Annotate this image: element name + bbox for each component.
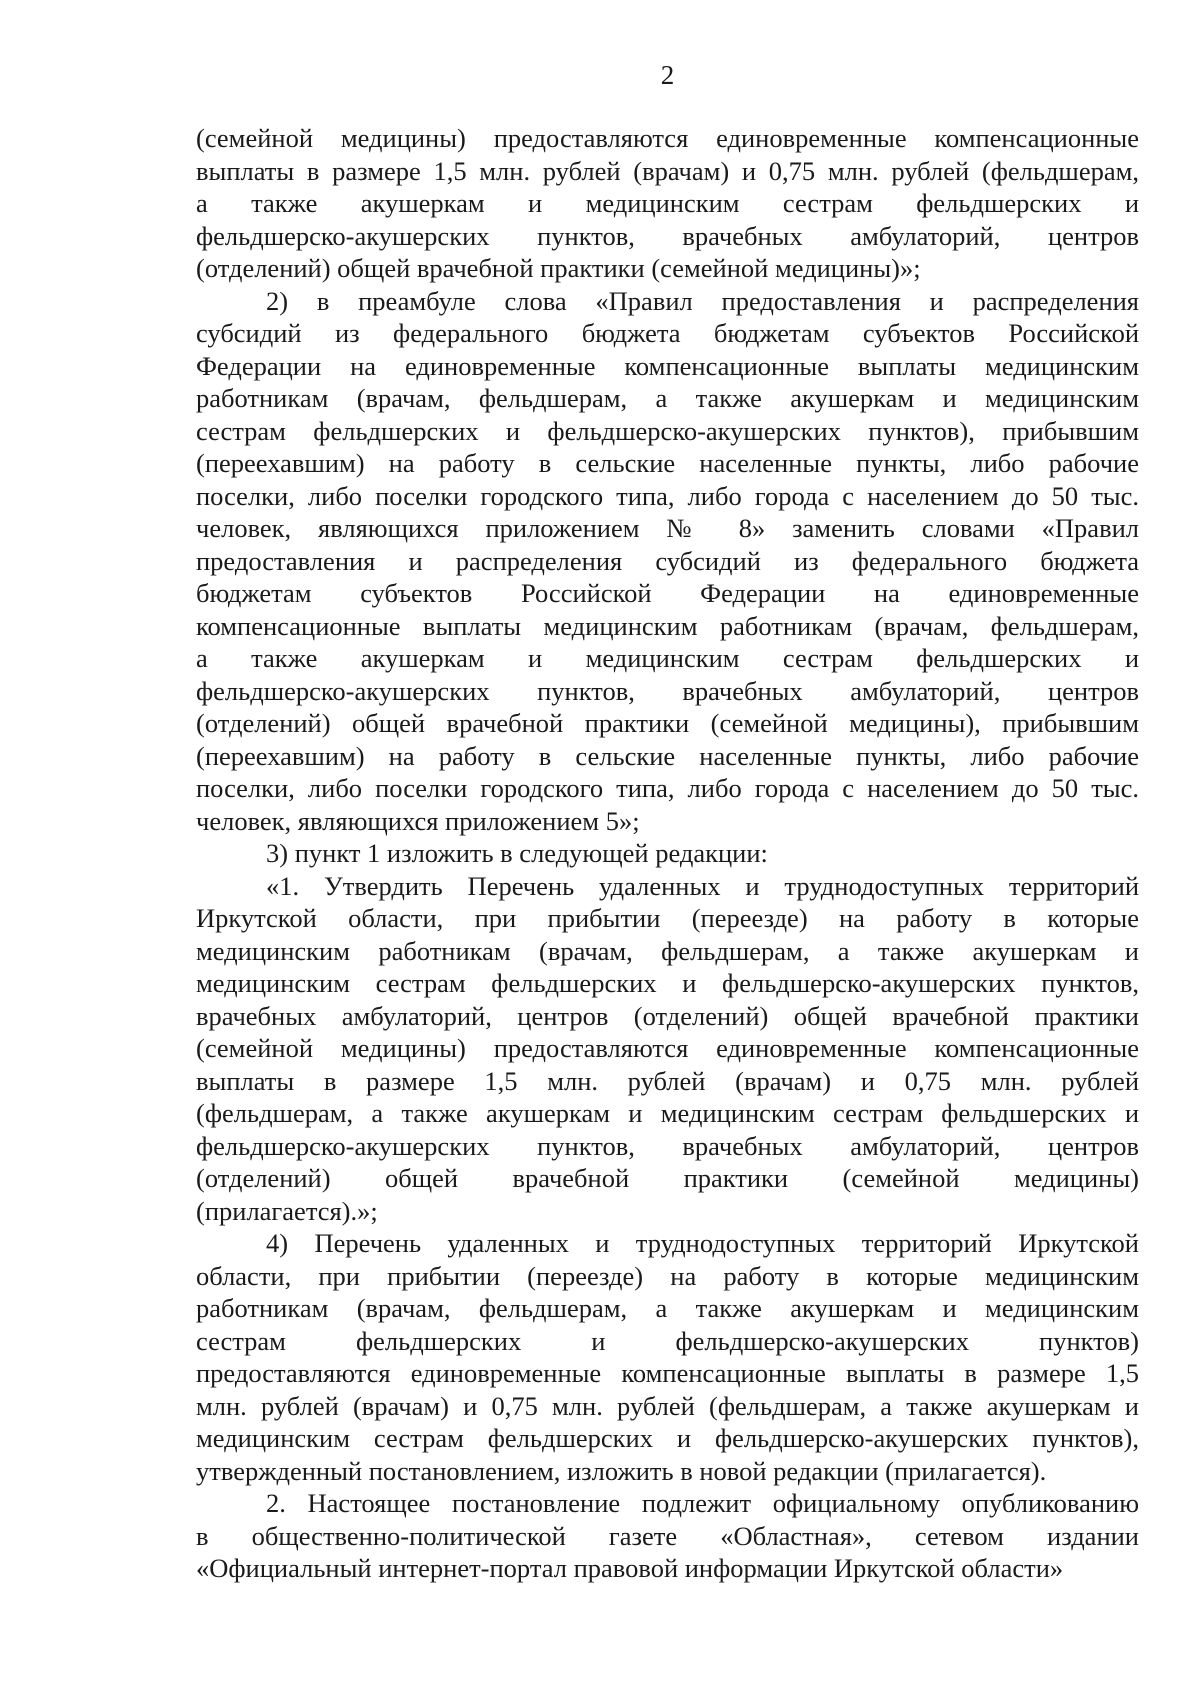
text-line: поселки, либо поселки городского типа, либо города с населением до 50 тыс. — [196, 773, 1139, 803]
document-body — [196, 122, 1139, 1585]
text-line: области, при прибытии (переезде) на работу в которые медицинским — [196, 1260, 1139, 1291]
text-line: «1. Утвердить Перечень удаленных и труднодоступных территорий — [266, 870, 1139, 901]
text-line: человек, являющихся приложением 5»; — [196, 805, 640, 836]
text-line: (переехавшим) на работу в сельские населенные пункты, либо рабочие — [196, 740, 1139, 771]
text-line: (отделений) общей врачебной практики (семейной медицины), прибывшим — [196, 708, 1139, 738]
text-line: (фельдшерам, а также акушеркам и медицинским сестрам фельдшерских и — [196, 1098, 1139, 1128]
text-line: утвержденный постановлением, изложить в новой редакции (прилагается). — [196, 1455, 1047, 1486]
paragraph — [196, 285, 1139, 838]
text-line: 2) в преамбуле слова «Правил предоставления и распределения — [266, 285, 1139, 316]
text-line: млн. рублей (врачам) и 0,75 млн. рублей (фельдшерам, а также акушеркам и — [196, 1390, 1139, 1421]
text-line: сестрам фельдшерских и фельдшерско-акушерских пунктов) — [196, 1325, 1139, 1356]
text-line: медицинским сестрам фельдшерских и фельдшерско-акушерских пунктов), — [196, 1423, 1139, 1453]
paragraph — [196, 1487, 1139, 1585]
text-line: фельдшерско-акушерских пунктов, врачебных амбулаторий, центров — [196, 1130, 1139, 1161]
text-line: (прилагается).»; — [196, 1195, 378, 1226]
text-line: медицинским сестрам фельдшерских и фельдшерско-акушерских пунктов, — [196, 968, 1139, 998]
text-line: Федерации на единовременные компенсационные выплаты медицинским — [196, 350, 1139, 381]
text-line: медицинским работникам (врачам, фельдшерам, а также акушеркам и — [196, 935, 1139, 966]
text-line: выплаты в размере 1,5 млн. рублей (врачам) и 0,75 млн. рублей (фельдшерам, — [196, 155, 1139, 186]
text-line: в общественно-политической газете «Областная», сетевом издании — [196, 1520, 1139, 1551]
paragraph — [196, 870, 1139, 1228]
paragraph — [196, 1227, 1139, 1487]
text-line: предоставляются единовременные компенсационные выплаты в размере 1,5 — [196, 1358, 1139, 1388]
text-line: бюджетам субъектов Российской Федерации на единовременные — [196, 578, 1139, 608]
text-line: (отделений) общей врачебной практики (семейной медицины) — [196, 1163, 1139, 1193]
paragraph — [196, 837, 1139, 870]
text-line: поселки, либо поселки городского типа, либо города с населением до 50 тыс. — [196, 480, 1139, 511]
page-number: 2 — [660, 60, 675, 90]
text-line: работникам (врачам, фельдшерам, а также акушеркам и медицинским — [196, 1293, 1139, 1323]
text-line: человек, являющихся приложением № 8» заменить словами «Правил — [196, 513, 1139, 543]
text-line: (семейной медицины) предоставляются единовременные компенсационные — [196, 1033, 1139, 1063]
text-line: выплаты в размере 1,5 млн. рублей (врачам) и 0,75 млн. рублей — [196, 1065, 1139, 1096]
text-line: (переехавшим) на работу в сельские населенные пункты, либо рабочие — [196, 448, 1139, 478]
text-line: Иркутской области, при прибытии (переезде) на работу в которые — [196, 903, 1139, 933]
text-line: (семейной медицины) предоставляются единовременные компенсационные — [196, 123, 1139, 153]
text-line: 3) пункт 1 изложить в следующей редакции: — [266, 838, 768, 868]
text-line: работникам (врачам, фельдшерам, а также акушеркам и медицинским — [196, 383, 1139, 413]
text-line: (отделений) общей врачебной практики (семейной медицины)»; — [196, 253, 921, 283]
text-line: а также акушеркам и медицинским сестрам фельдшерских и — [196, 188, 1139, 218]
text-line: сестрам фельдшерских и фельдшерско-акушерских пунктов), прибывшим — [196, 415, 1139, 446]
text-line: компенсационные выплаты медицинским работникам (врачам, фельдшерам, — [196, 610, 1139, 641]
text-line: 2. Настоящее постановление подлежит официальному опубликованию — [266, 1488, 1139, 1518]
text-line: фельдшерско-акушерских пунктов, врачебных амбулаторий, центров — [196, 675, 1139, 706]
text-line: предоставления и распределения субсидий из федерального бюджета — [196, 545, 1139, 576]
text-line: субсидий из федерального бюджета бюджетам субъектов Российской — [196, 318, 1139, 348]
text-line: врачебных амбулаторий, центров (отделений) общей врачебной практики — [196, 1000, 1139, 1031]
text-line: а также акушеркам и медицинским сестрам фельдшерских и — [196, 643, 1139, 673]
text-line: 4) Перечень удаленных и труднодоступных территорий Иркутской — [266, 1228, 1139, 1258]
text-line: «Официальный интернет-портал правовой информации Иркутской области» — [196, 1553, 1064, 1583]
text-line: фельдшерско-акушерских пунктов, врачебных амбулаторий, центров — [196, 220, 1139, 251]
paragraph — [196, 122, 1139, 285]
